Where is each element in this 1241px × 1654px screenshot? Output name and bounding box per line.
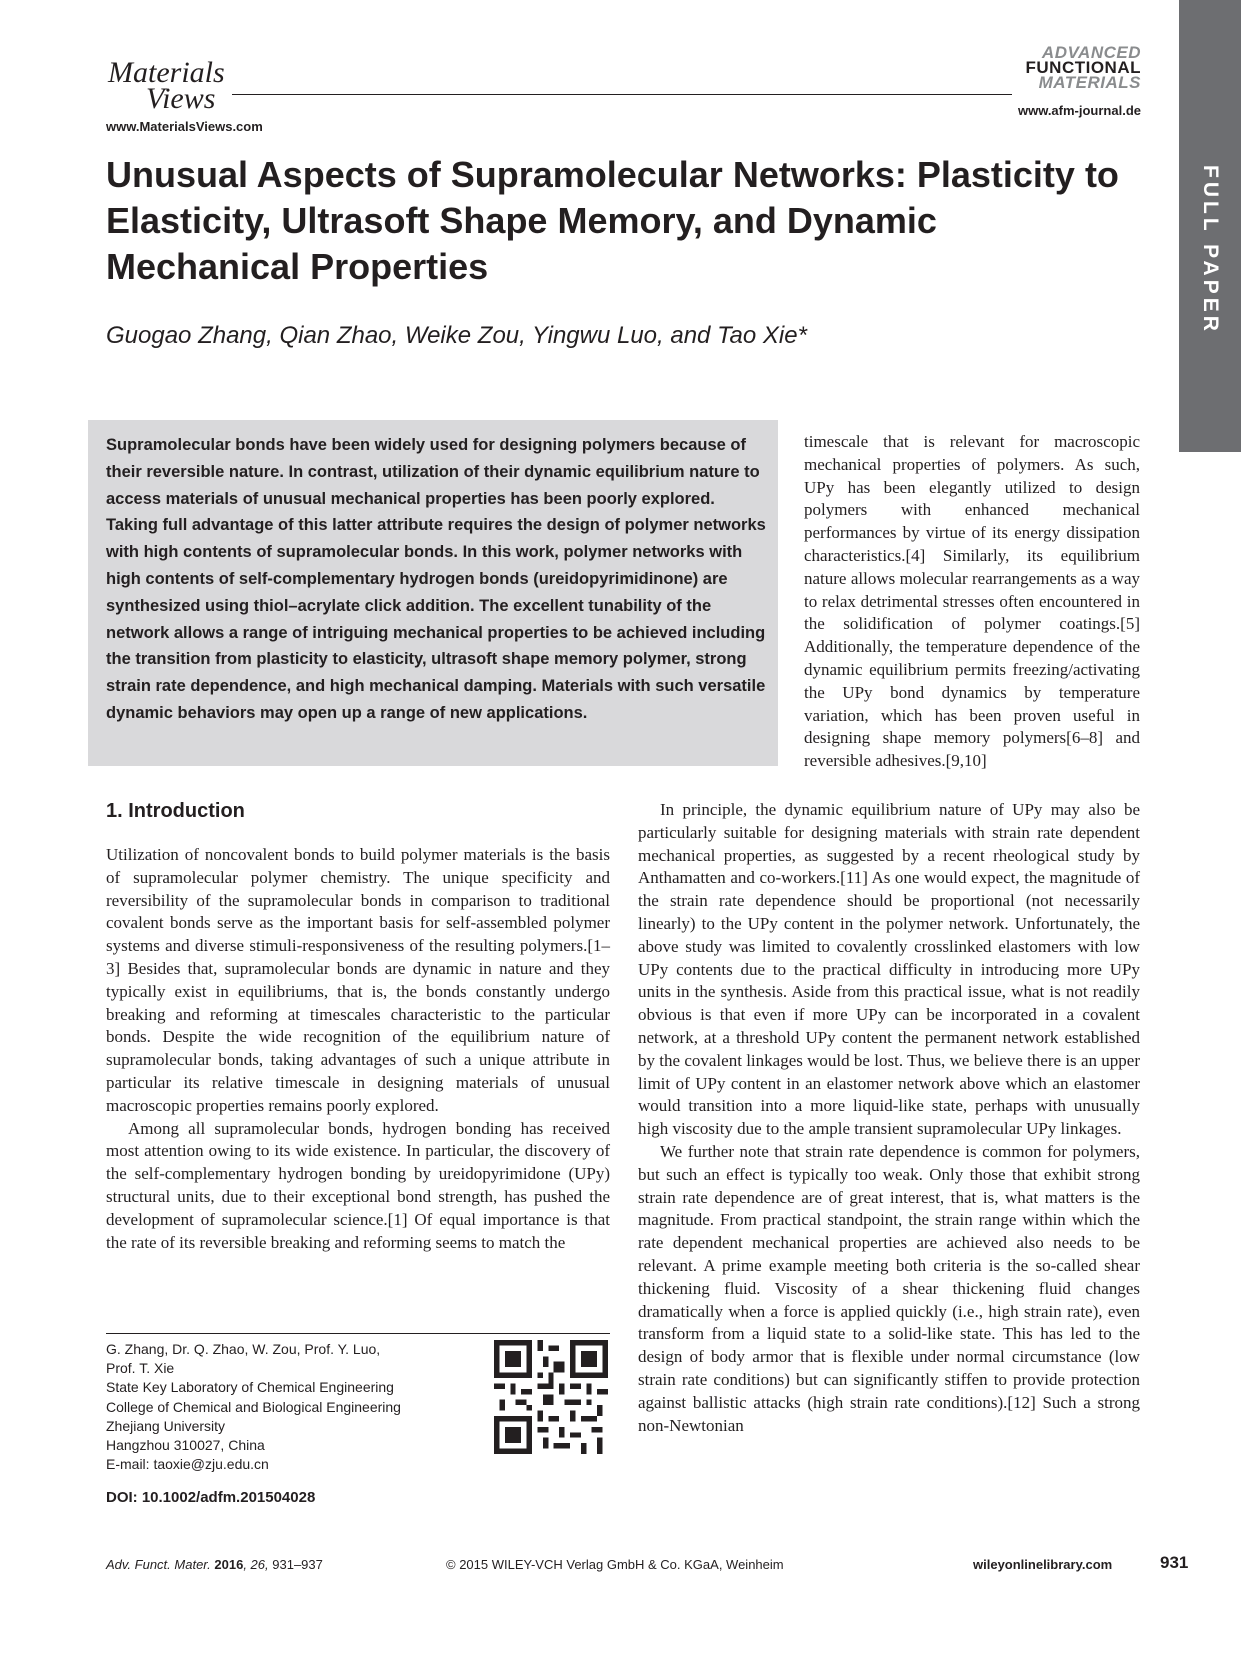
footer-site[interactable]: wileyonlinelibrary.com bbox=[973, 1557, 1113, 1572]
body-paragraph: Among all supramolecular bonds, hydrogen bonding has received most attention owing to its wide existence. In particular, the discovery of the self-complementary hydrogen bonding by ureidopyrimidone (UPy) structural units, due to their exceptional bond strength, has pushed the development of supramolecular science.[1] Of equal importance is that the rate of its reversible breaking and reforming seems to match the bbox=[106, 1118, 610, 1252]
affiliation-rule bbox=[106, 1333, 610, 1334]
footer-citation: Adv. Funct. Mater. 2016, 26, 931–937 bbox=[106, 1557, 323, 1572]
affiliation-line: Hangzhou 310027, China bbox=[106, 1437, 265, 1454]
journal-logo-line-2: FUNCTIONAL bbox=[1025, 58, 1141, 77]
publisher-url[interactable]: www.MaterialsViews.com bbox=[106, 119, 263, 134]
svg-text:Views: Views bbox=[146, 82, 216, 114]
section-tab bbox=[1179, 0, 1241, 452]
doi[interactable]: DOI: 10.1002/adfm.201504028 bbox=[106, 1489, 316, 1506]
journal-logo-line-1: ADVANCED bbox=[1041, 43, 1141, 62]
body-paragraph: Utilization of noncovalent bonds to build polymer materials is the basis of supramolecular polymer chemistry. The unique specificity and reversibility of the supramolecular bonds in comparison to traditional covalent bonds serve as the important basis for self-assembled polymer systems and diverse stimuli-responsiveness of the resulting polymers.[1–3] Besides that, supramolecular bonds are dynamic in nature and they typically exist in equilibriums, that is, the bonds constantly undergo breaking and reforming at timescales characteristic to the particular bonds. Despite the wide recognition of the equilibrium nature of supramolecular bonds, taking advantages of such a unique attribute in particular its relative timescale in designing materials of unusual macroscopic properties remains poorly explored. bbox=[106, 845, 610, 1115]
body-paragraph: timescale that is relevant for macroscopic mechanical properties of polymers. As such, UPy has been elegantly utilized to design polymers with enhanced mechanical performances by virtue of its energy dissipation characteristics.[4] Similarly, its equilibrium nature allows molecular rearrangements as a way to relax detrimental stresses often encountered in the solidification of polymer coatings.[5] Additionally, the temperature dependence of the dynamic equilibrium permits freezing/activating the UPy bond dynamics by temperature variation, which has been proven useful in designing shape memory polymers[6–8] and reversible adhesives.[9,10] bbox=[804, 432, 1140, 771]
journal-logo bbox=[1026, 45, 1141, 90]
footer-journal-abbrev: Adv. Funct. Mater. bbox=[106, 1557, 211, 1572]
materials-views-logo bbox=[106, 52, 236, 114]
article-authors: Guogao Zhang, Qian Zhao, Weike Zou, Yingwu Luo, and Tao Xie* bbox=[106, 322, 807, 349]
header-rule bbox=[232, 94, 1012, 95]
article-title: Unusual Aspects of Supramolecular Networks: Plasticity to Elasticity, Ultrasoft Shape Memory, and Dynamic Mechanical Properties bbox=[106, 154, 1119, 287]
footer-copyright: © 2015 WILEY-VCH Verlag GmbH & Co. KGaA, Weinheim bbox=[446, 1557, 784, 1572]
affiliation-line: G. Zhang, Dr. Q. Zhao, W. Zou, Prof. Y. Luo, bbox=[106, 1341, 381, 1357]
footer-pages: 931–937 bbox=[272, 1557, 323, 1572]
section-heading: 1. Introduction bbox=[106, 800, 245, 822]
footer-year: 2016 bbox=[214, 1557, 244, 1572]
left-column bbox=[106, 844, 610, 1254]
journal-logo-line-3: MATERIALS bbox=[1038, 73, 1141, 92]
section-tab-label: FULL PAPER bbox=[1199, 165, 1222, 335]
affiliation-line: College of Chemical and Biological Engineering bbox=[106, 1398, 401, 1415]
affiliation-email[interactable]: E-mail: taoxie@zju.edu.cn bbox=[106, 1456, 269, 1473]
journal-url[interactable]: www.afm-journal.de bbox=[1017, 103, 1141, 118]
svg-text:Materials: Materials bbox=[108, 56, 225, 89]
body-paragraph: We further note that strain rate dependence is common for polymers, but such an effect is typically too weak. Only those that exhibit strong strain rate dependence are of great interest, that is, what matters is the magnitude. From practical standpoint, the strain range within which the rate dependent mechanical properties are achieved also needs to be relevant. A prime example meeting both criteria is the so-called shear thickening fluid. Viscosity of a shear thickening fluid changes dramatically when a force is applied quickly (i.e., high strain rate), even transform from a liquid state to a solid-like state. This has led to the design of body armor that is flexible under normal circumstance (low strain rate conditions) but can significantly stiffen to provide protection against ballistic attacks (high strain rate conditions).[12] Such a strong non-Newtonian bbox=[638, 1141, 1140, 1435]
abstract-text: Supramolecular bonds have been widely used for designing polymers because of their reversible nature. In contrast, utilization of their dynamic equilibrium nature to access materials of unusual mechanical properties has been poorly explored. Taking full advantage of this latter attribute requires the design of polymer networks with high contents of supramolecular bonds. In this work, polymer networks with high contents of self-complementary hydrogen bonds (ureidopyrimidinone) are synthesized using thiol–acrylate click addition. The excellent tunability of the network allows a range of intriguing mechanical properties to be achieved including the transition from plasticity to elasticity, ultrasoft shape memory polymer, strong strain rate dependence, and high mechanical damping. Materials with such versatile dynamic behaviors may open up a range of new applications. bbox=[106, 436, 766, 722]
affiliation-block bbox=[106, 1340, 456, 1474]
page-number: 931 bbox=[1160, 1553, 1189, 1572]
right-column-top bbox=[804, 431, 1140, 773]
affiliation-line: Zhejiang University bbox=[106, 1417, 226, 1434]
right-column bbox=[638, 799, 1140, 1437]
affiliation-line: Prof. T. Xie bbox=[106, 1360, 175, 1377]
qr-code-icon[interactable] bbox=[494, 1340, 608, 1454]
affiliation-line: State Key Laboratory of Chemical Engineering bbox=[106, 1379, 394, 1396]
body-paragraph: In principle, the dynamic equilibrium nature of UPy may also be particularly suitable for designing materials with strain rate dependent mechanical properties, as suggested by a recent rheological study by Anthamatten and co-workers.[11] As one would expect, the magnitude of the strain rate dependence should be proportional (not necessarily linearly) to the UPy content in the polymer network. Unfortunately, the above study was limited to covalently crosslinked elastomers with low UPy contents due to the practical difficulty in introducing more UPy units in the synthesis. Aside from this practical issue, what is not readily obvious is that even if more UPy can be incorporated in a covalent network, at a threshold UPy content the permanent network established by the covalent linkages would be lost. Thus, we believe there is an upper limit of UPy content in an elastomer network above which an elastomer would transition into a more liquid-like state, perhaps with unusually high viscosity due to the ample transient supramolecular UPy linkages. bbox=[638, 800, 1140, 1139]
abstract-box bbox=[88, 420, 778, 766]
footer-volume: 26 bbox=[250, 1557, 266, 1572]
